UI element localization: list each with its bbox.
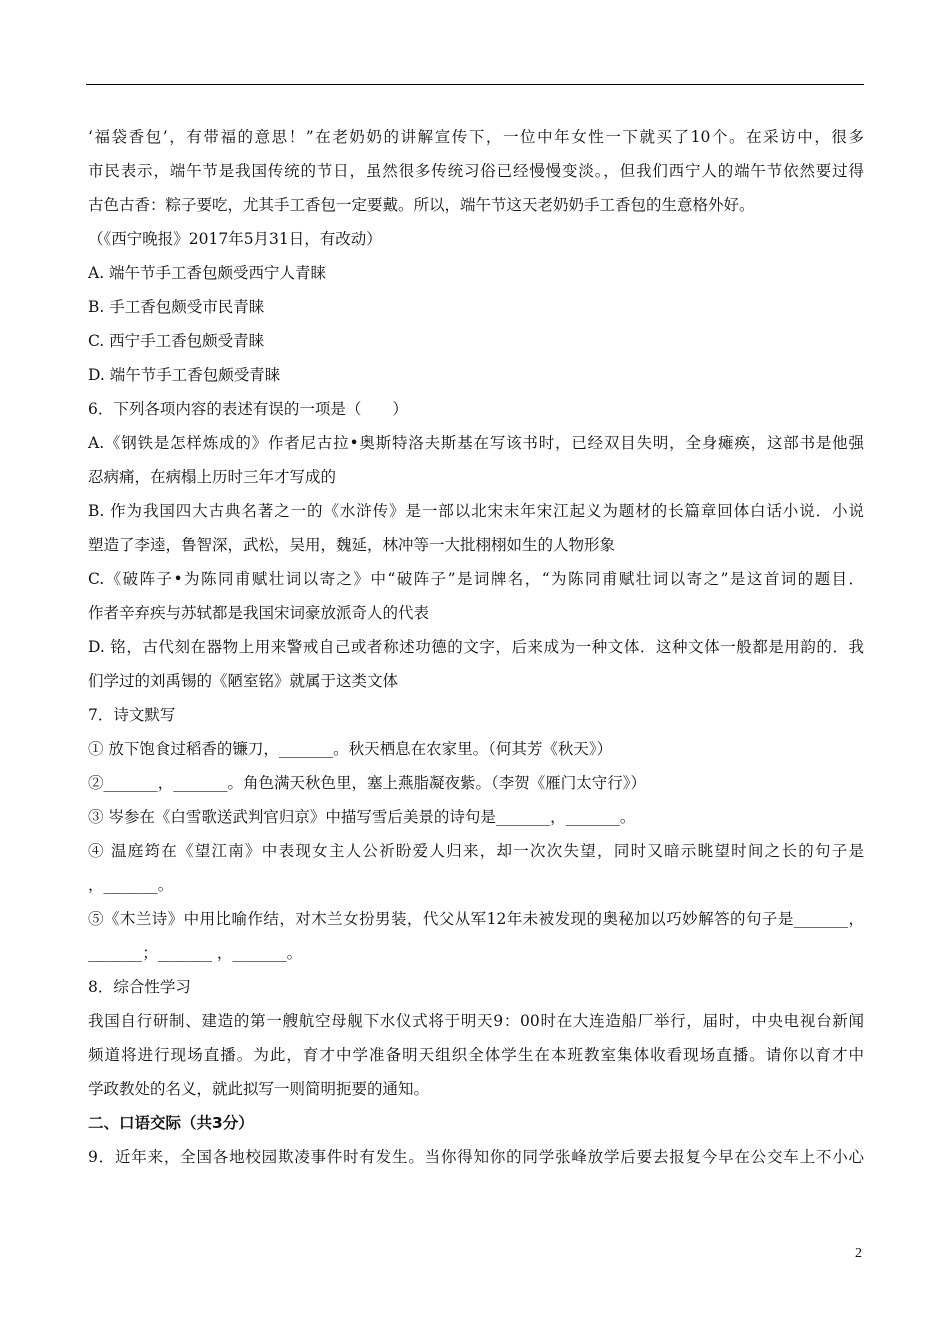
- q7-item-4-cont: ，_______。: [88, 876, 174, 894]
- q6-stem: 6．下列各项内容的表述有误的一项是（ ）: [88, 400, 408, 418]
- header-rule: [86, 84, 864, 85]
- q7-item-4: ④ 温庭筠在《望江南》中表现女主人公祈盼爱人归来，却一次次失望，同时又暗示眺望时间之长的句子是: [88, 842, 864, 860]
- q5-option-a: A. 端午节手工香包颇受西宁人青睐: [88, 264, 327, 282]
- q6-option-b-cont: 塑造了李逵，鲁智深，武松，吴用，魏延，林冲等一大批栩栩如生的人物形象: [88, 536, 616, 554]
- q8-line: 学政教处的名义，就此拟写一则简明扼要的通知。: [88, 1080, 430, 1098]
- q8-title: 8．综合性学习: [88, 978, 191, 996]
- q6-option-d-cont: 们学过的刘禹锡的《陋室铭》就属于这类文体: [88, 672, 399, 690]
- q5-option-b: B. 手工香包颇受市民青睐: [88, 298, 265, 316]
- q8-line: 频道将进行现场直播。为此，育才中学准备明天组织全体学生在本班教室集体收看现场直播。请你以育才中: [88, 1046, 864, 1064]
- q7-item-3: ③ 岑参在《白雪歌送武判官归京》中描写雪后美景的诗句是_______，_______。: [88, 808, 636, 826]
- q7-item-2: ②_______，_______。角色满天秋色里，塞上燕脂凝夜紫。（李贺《雁门太守行》）: [88, 774, 647, 792]
- q9-line: 9．近年来，全国各地校园欺凌事件时有发生。当你得知你的同学张峰放学后要去报复今早在公交车上不小心: [88, 1148, 864, 1166]
- q7-item-1: ① 放下饱食过稻香的镰刀，_______。秋天栖息在农家里。（何其芳《秋天》）: [88, 740, 613, 758]
- q7-title: 7．诗文默写: [88, 706, 176, 724]
- q7-item-5-cont: _______；_______ ，_______。: [88, 944, 303, 962]
- q6-option-a-cont: 忍病痛，在病榻上历时三年才写成的: [88, 468, 337, 486]
- q6-option-c-cont: 作者辛弃疾与苏轼都是我国宋词豪放派奇人的代表: [88, 604, 430, 622]
- document-body: [88, 120, 864, 1174]
- q8-line: 我国自行研制、建造的第一艘航空母舰下水仪式将于明天9：00时在大连造船厂举行，届时，中央电视台新闻: [88, 1012, 864, 1030]
- passage-line: 市民表示，端午节是我国传统的节日，虽然很多传统习俗已经慢慢变淡。，但我们西宁人的端午节依然要过得: [88, 162, 864, 180]
- q6-option-a: A.《钢铁是怎样炼成的》作者尼古拉•奥斯特洛夫斯基在写该书时，已经双目失明，全身瘫痪，这部书是他强: [88, 434, 864, 452]
- q5-option-c: C. 西宁手工香包颇受青睐: [88, 332, 265, 350]
- passage-line: ‘福袋香包’，有带福的意思！”在老奶奶的讲解宣传下，一位中年女性一下就买了10个。在采访中，很多: [88, 128, 864, 146]
- q5-option-d: D. 端午节手工香包颇受青睐: [88, 366, 281, 384]
- q6-option-c: C.《破阵子•为陈同甫赋壮词以寄之》中“破阵子”是词牌名，“为陈同甫赋壮词以寄之”是这首词的题目．: [88, 570, 864, 588]
- passage-source: （《西宁晚报》2017年5月31日，有改动）: [88, 230, 382, 248]
- q6-option-b: B. 作为我国四大古典名著之一的《水浒传》是一部以北宋末年宋江起义为题材的长篇章回体白话小说．小说: [88, 502, 864, 520]
- q6-option-d: D. 铭，古代刻在器物上用来警戒自己或者称述功德的文字，后来成为一种文体．这种文体一般都是用韵的．我: [88, 638, 864, 656]
- passage-line: 古色古香：粽子要吃，尤其手工香包一定要戴。所以，端午节这天老奶奶手工香包的生意格外好。: [88, 196, 755, 214]
- section-heading: 二、口语交际（共3分）: [88, 1114, 254, 1132]
- q7-item-5: ⑤《木兰诗》中用比喻作结，对木兰女扮男装，代父从军12年未被发现的奥秘加以巧妙解答的句子是_______，: [88, 910, 864, 928]
- page-number: 2: [855, 1246, 862, 1261]
